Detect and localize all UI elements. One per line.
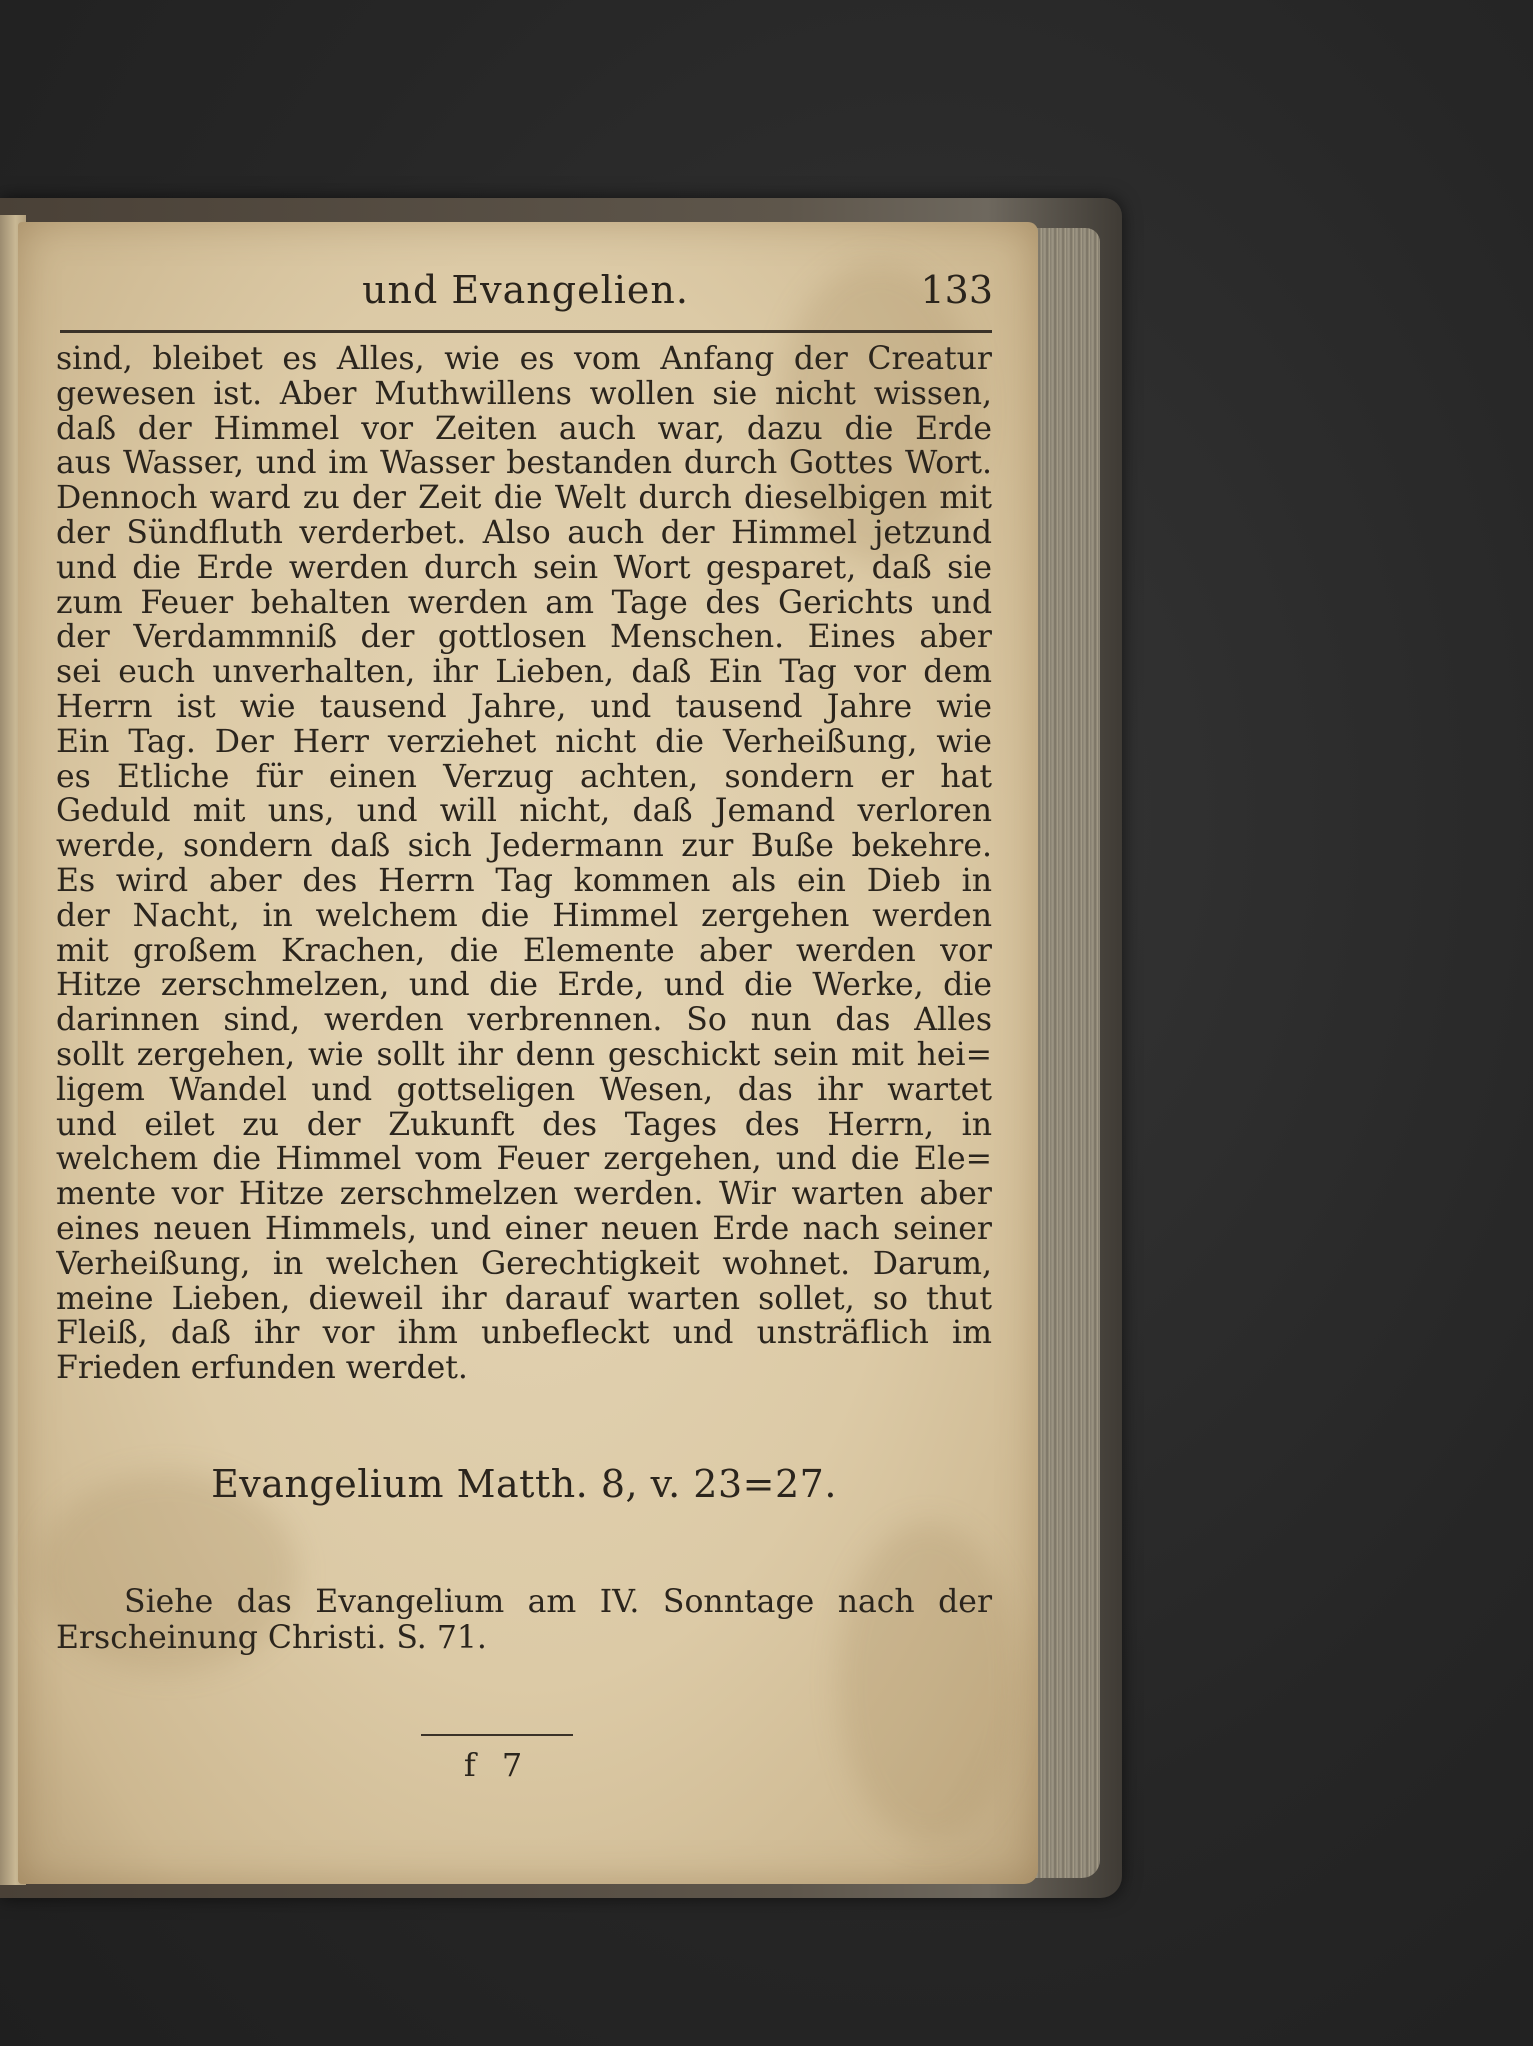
book-page bbox=[18, 222, 1038, 1884]
text-line: Ein Tag. Der Herr verziehet nicht die Verheißung, wie bbox=[56, 724, 992, 760]
reference-text bbox=[56, 1584, 992, 1656]
text-line: welchem die Himmel vom Feuer zergehen, und die Ele= bbox=[56, 1142, 992, 1178]
section-heading: Evangelium Matth. 8, v. 23=27. bbox=[211, 1462, 837, 1506]
text-line: es Etliche für einen Verzug achten, sondern er hat bbox=[56, 759, 992, 795]
running-head: und Evangelien. bbox=[362, 268, 689, 312]
text-line: eines neuen Himmels, und einer neuen Erde nach seiner bbox=[56, 1211, 992, 1247]
text-line: mit großem Krachen, die Elemente aber werden vor bbox=[56, 933, 992, 969]
header-rule bbox=[60, 330, 992, 333]
text-line: der Sündfluth verderbet. Also auch der Himmel jetzund bbox=[56, 515, 992, 551]
text-line: Es wird aber des Herrn Tag kommen als ein Dieb in bbox=[56, 863, 992, 899]
text-line: aus Wasser, und im Wasser bestanden durch Gottes Wort. bbox=[56, 446, 992, 482]
text-line: und eilet zu der Zukunft des Tages des Herrn, in bbox=[56, 1107, 992, 1143]
text-line: werde, sondern daß sich Jedermann zur Buße bekehre. bbox=[56, 829, 992, 864]
text-line: Frieden erfunden werdet. bbox=[56, 1351, 468, 1386]
text-line: meine Lieben, dieweil ihr darauf warten sollet, so thut bbox=[56, 1281, 992, 1317]
text-line: Fleiß, daß ihr vor ihm unbefleckt und unsträflich im bbox=[56, 1316, 992, 1352]
page-number: 133 bbox=[920, 268, 993, 312]
text-line: darinnen sind, werden verbrennen. So nun das Alles bbox=[56, 1003, 992, 1038]
text-line: Geduld mit uns, und will nicht, daß Jemand verloren bbox=[56, 794, 992, 830]
text-line: daß der Himmel vor Zeiten auch war, dazu die Erde bbox=[56, 411, 992, 447]
reference-line: Erscheinung Christi. S. 71. bbox=[56, 1620, 487, 1656]
text-line: ligem Wandel und gottseligen Wesen, das ihr wartet bbox=[56, 1072, 992, 1108]
text-line: der Nacht, in welchem die Himmel zergehen werden bbox=[56, 898, 992, 934]
page-header bbox=[58, 268, 993, 328]
reference-line: Siehe das Evangelium am IV. Sonntage nach der bbox=[124, 1584, 992, 1620]
text-line: mente vor Hitze zerschmelzen werden. Wir warten aber bbox=[56, 1177, 992, 1212]
text-line: Hitze zerschmelzen, und die Erde, und die Werke, die bbox=[56, 968, 992, 1004]
text-line: gewesen ist. Aber Muthwillens wollen sie nicht wissen, bbox=[56, 376, 992, 412]
text-line: Dennoch ward zu der Zeit die Welt durch dieselbigen mit bbox=[56, 481, 992, 516]
signature-mark: f 7 bbox=[463, 1746, 531, 1784]
text-line: Verheißung, in welchen Gerechtigkeit wohnet. Darum, bbox=[56, 1246, 992, 1282]
text-line: sei euch unverhalten, ihr Lieben, daß Ein Tag vor dem bbox=[56, 655, 992, 690]
body-text bbox=[56, 342, 992, 1386]
text-line: Herrn ist wie tausend Jahre, und tausend Jahre wie bbox=[56, 689, 992, 725]
text-line: der Verdammniß der gottlosen Menschen. Eines aber bbox=[56, 620, 992, 656]
footer-rule bbox=[421, 1734, 573, 1736]
text-line: sollt zergehen, wie sollt ihr denn geschickt sein mit hei= bbox=[56, 1037, 992, 1073]
page-stain bbox=[838, 1522, 1018, 1842]
text-line: zum Feuer behalten werden am Tage des Gerichts und bbox=[56, 585, 992, 621]
text-line: und die Erde werden durch sein Wort gesparet, daß sie bbox=[56, 550, 992, 586]
text-line: sind, bleibet es Alles, wie es vom Anfang der Creatur bbox=[56, 342, 992, 377]
